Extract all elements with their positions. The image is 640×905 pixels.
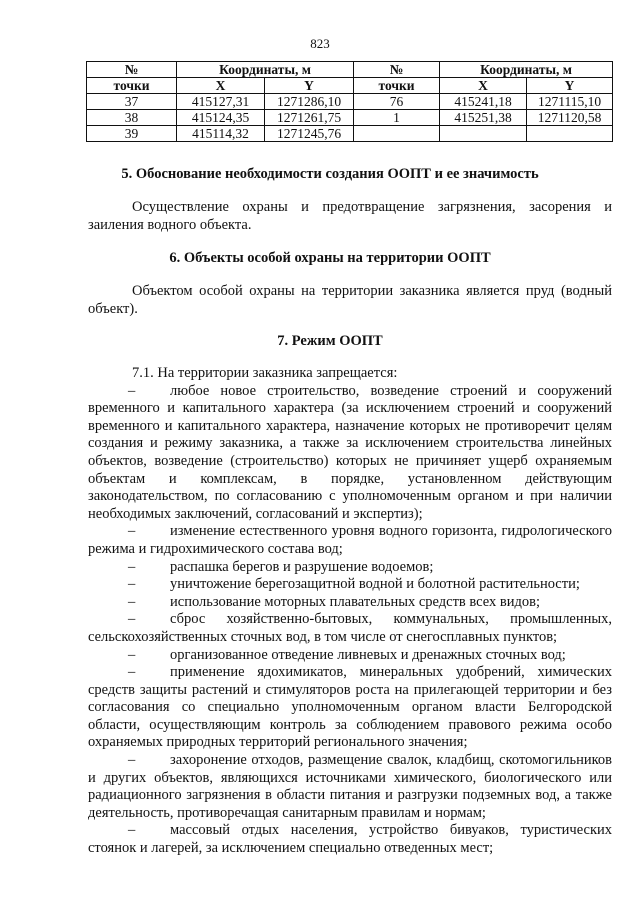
cell-point-no: 76 [354, 94, 440, 110]
dash-marker: – [128, 646, 136, 663]
list-item-text: массовый отдых населения, устройство бивуаков, туристических стоянок и лагерей, за исключением специально отведенных мест; [88, 822, 612, 857]
list-item-text: сброс хозяйственно-бытовых, коммунальных, промышленных, сельскохозяйственных сточных вод, в том числе от снегосплавных пунктов; [88, 611, 612, 645]
cell-y [527, 126, 613, 142]
cell-x: 415251,38 [440, 110, 527, 126]
list-item [88, 611, 612, 646]
dash-marker: – [128, 822, 136, 839]
header-x: X [177, 78, 265, 94]
section-7-intro: 7.1. На территории заказника запрещается: [132, 365, 398, 381]
header-no: № [354, 62, 440, 78]
header-y: Y [265, 78, 354, 94]
header-coords: Координаты, м [177, 62, 354, 78]
list-item [88, 383, 612, 524]
cell-x: 415114,32 [177, 126, 265, 142]
cell-point-no: 1 [354, 110, 440, 126]
dash-marker: – [128, 611, 136, 628]
table-subheader-row [87, 78, 613, 94]
section-5-body [88, 199, 612, 234]
list-item-text: организованное отведение ливневых и дренажных сточных вод; [170, 646, 566, 663]
cell-point-no [354, 126, 440, 142]
section-7-body [88, 365, 612, 858]
cell-point-no: 39 [87, 126, 177, 142]
list-item-text: захоронение отходов, размещение свалок, кладбищ, скотомогильников и других объектов, являющихся источниками химического, биологического или радиационного загрязнения в области питания и разгрузки подземных вод, а также деятельность, противоречащая санитарным правилам и нормам; [88, 752, 612, 821]
header-x: X [440, 78, 527, 94]
header-points: точки [354, 78, 440, 94]
cell-point-no: 38 [87, 110, 177, 126]
coordinates-table [86, 61, 613, 142]
list-item [88, 647, 612, 665]
list-item-text: уничтожение берегозащитной водной и болотной растительности; [170, 576, 580, 593]
cell-y: 1271286,10 [265, 94, 354, 110]
list-item-text: изменение естественного уровня водного горизонта, гидрологического режима и гидрохимического состава вод; [88, 523, 612, 557]
dash-marker: – [128, 558, 136, 575]
cell-y: 1271115,10 [527, 94, 613, 110]
cell-x: 415127,31 [177, 94, 265, 110]
header-y: Y [527, 78, 613, 94]
list-item [88, 559, 612, 577]
prohibitions-list [88, 383, 612, 858]
list-item-text: применение ядохимикатов, минеральных удобрений, химических средств защиты растений и стимуляторов роста на прилегающей территории и без согласования со специально уполномоченным органом власти Белгородской области, осуществляющим контроль за соблюдением правового режима особо охраняемых природных территорий регионального значения; [88, 664, 612, 751]
cell-x: 415241,18 [440, 94, 527, 110]
list-item [88, 664, 612, 752]
page-number: 823 [310, 36, 330, 51]
cell-point-no: 37 [87, 94, 177, 110]
table-row [87, 94, 613, 110]
cell-y: 1271120,58 [527, 110, 613, 126]
header-no: № [87, 62, 177, 78]
section-5-title: 5. Обоснование необходимости создания ООПТ и ее значимость [121, 166, 539, 182]
list-item [88, 576, 612, 594]
section-6-body [88, 283, 612, 318]
cell-y: 1271245,76 [265, 126, 354, 142]
header-coords: Координаты, м [440, 62, 613, 78]
list-item [88, 822, 612, 857]
section-5-text: Осуществление охраны и предотвращение загрязнения, засорения и заиления водного объекта. [88, 199, 612, 233]
cell-x: 415124,35 [177, 110, 265, 126]
header-points: точки [87, 78, 177, 94]
table-row [87, 126, 613, 142]
table-row [87, 110, 613, 126]
list-item [88, 752, 612, 822]
dash-marker: – [128, 523, 136, 540]
dash-marker: – [128, 664, 136, 681]
cell-x [440, 126, 527, 142]
dash-marker: – [128, 593, 136, 610]
list-item-text: распашка берегов и разрушение водоемов; [170, 558, 434, 575]
section-6-text: Объектом особой охраны на территории заказника является пруд (водный объект). [88, 283, 612, 317]
list-item [88, 594, 612, 612]
dash-marker: – [128, 576, 136, 593]
list-item [88, 523, 612, 558]
dash-marker: – [128, 382, 136, 399]
cell-y: 1271261,75 [265, 110, 354, 126]
section-6-title: 6. Объекты особой охраны на территории ООПТ [169, 250, 491, 266]
list-item-text: использование моторных плавательных средств всех видов; [170, 593, 540, 610]
table-header-row [87, 62, 613, 78]
section-7-title: 7. Режим ООПТ [277, 333, 383, 349]
dash-marker: – [128, 752, 136, 769]
list-item-text: любое новое строительство, возведение строений и сооружений временного и капитального характера (за исключением строений и сооружений временного и капитального характера, назначение которых не противоречит целям создания и режиму заказника, а также за исключением строительства линейных объектов, возведение (строительство) которых не причиняет ущерб охраняемым объектам и комплексам, в порядке, установленном действующим законодательством, по согласованию с уполномоченным органом и при наличии необходимых заключений, согласований и экспертиз); [88, 382, 612, 522]
